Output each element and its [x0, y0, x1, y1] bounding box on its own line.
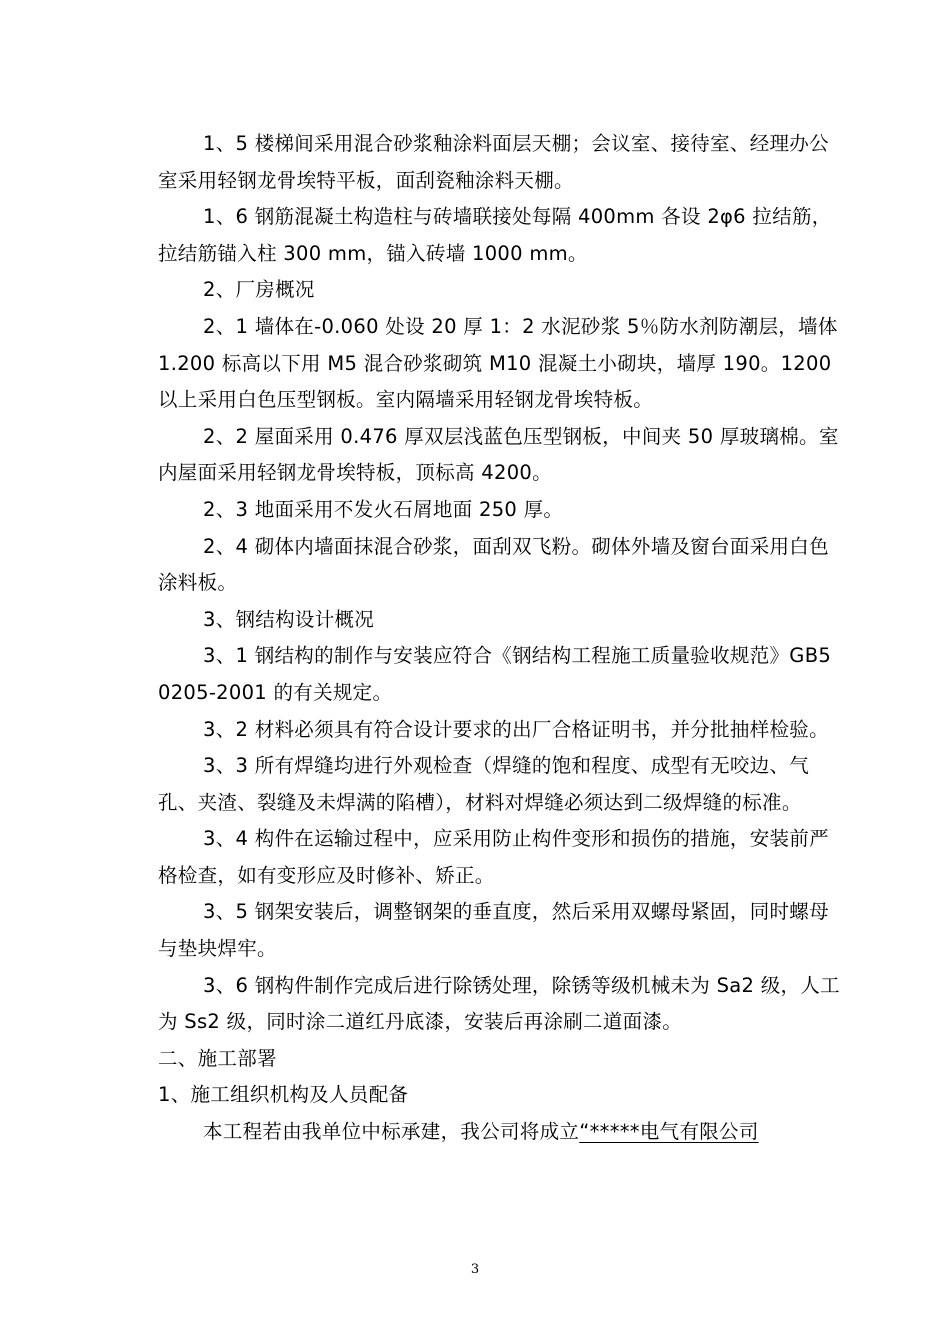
paragraph-3-6: 3、6 钢构件制作完成后进行除锈处理，除锈等级机械未为 Sa2 级，人工为 Ss2 级，同时涂二道红丹底漆，安装后再涂刷二道面漆。: [158, 973, 840, 1034]
paragraph-3-1: 3、1 钢结构的制作与安装应符合《钢结构工程施工质量验收规范》GB50205-2001 的有关规定。: [158, 644, 832, 704]
paragraph-company-setup: [158, 1114, 842, 1151]
paragraph-3-5: 3、5 钢架安装后，调整钢架的垂直度，然后采用双螺母紧固，同时螺母与垫块焊牢。: [158, 900, 829, 961]
paragraph-3-3: 3、3 所有焊缝均进行外观检查（焊缝的饱和程度、成型有无咬边、气孔、夹渣、裂缝及未焊满的陷槽），材料对焊缝必须达到二级焊缝的标准。: [158, 754, 810, 814]
paragraph-2-3: 2、3 地面采用不发火石屑地面 250 厚。: [203, 497, 564, 521]
paragraph-2-1: 2、1 墙体在-0.060 处设 20 厚 1：2 水泥砂浆 5％防水剂防潮层，墙体 1.200 标高以下用 M5 混合砂浆砌筑 M10 混凝土小砌块，墙厚 190。1200 以上采用白色压型钢板。室内隔墙采用轻钢龙骨埃特板。: [158, 314, 838, 412]
document-body: [158, 126, 842, 1151]
paragraph-2-4: 2、4 砌体内墙面抹混合砂浆，面刮双飞粉。砌体外墙及窗台面采用白色涂料板。: [158, 534, 829, 595]
company-name-underlined: “*****电气有限公司: [579, 1120, 759, 1144]
paragraph-2-2: 2、2 屋面采用 0.476 厚双层浅蓝色压型钢板，中间夹 50 厚玻璃棉。室内屋面采用轻钢龙骨埃特板，顶标高 4200。: [158, 424, 839, 485]
section-heading-factory-overview: 2、厂房概况: [203, 278, 315, 302]
paragraph-3-4: 3、4 构件在运输过程中，应采用防止构件变形和损伤的措施，安装前严格检查，如有变形应及时修补、矫正。: [158, 827, 829, 887]
paragraph-1-6: 1、6 钢筋混凝土构造柱与砖墙联接处每隔 400mm 各设 2φ6 拉结筋，拉结筋锚入柱 300 mm，锚入砖墙 1000 mm。: [158, 205, 832, 265]
paragraph-3-2: 3、2 材料必须具有符合设计要求的出厂合格证明书，并分批抽样检验。: [203, 717, 829, 741]
section-heading-steel-structure: 3、钢结构设计概况: [203, 607, 375, 631]
paragraph-1-5: 1、5 楼梯间采用混合砂浆釉涂料面层天棚；会议室、接待室、经理办公室采用轻钢龙骨埃特平板，面刮瓷釉涂料天棚。: [158, 132, 829, 192]
paragraph-company-setup-text: 本工程若由我单位中标承建，我公司将成立: [203, 1120, 580, 1144]
chapter-heading-construction-deployment: 二、施工部署: [158, 1046, 277, 1070]
section-heading-organization-staffing: 1、施工组织机构及人员配备: [158, 1083, 409, 1107]
page-number: 3: [470, 1262, 480, 1277]
